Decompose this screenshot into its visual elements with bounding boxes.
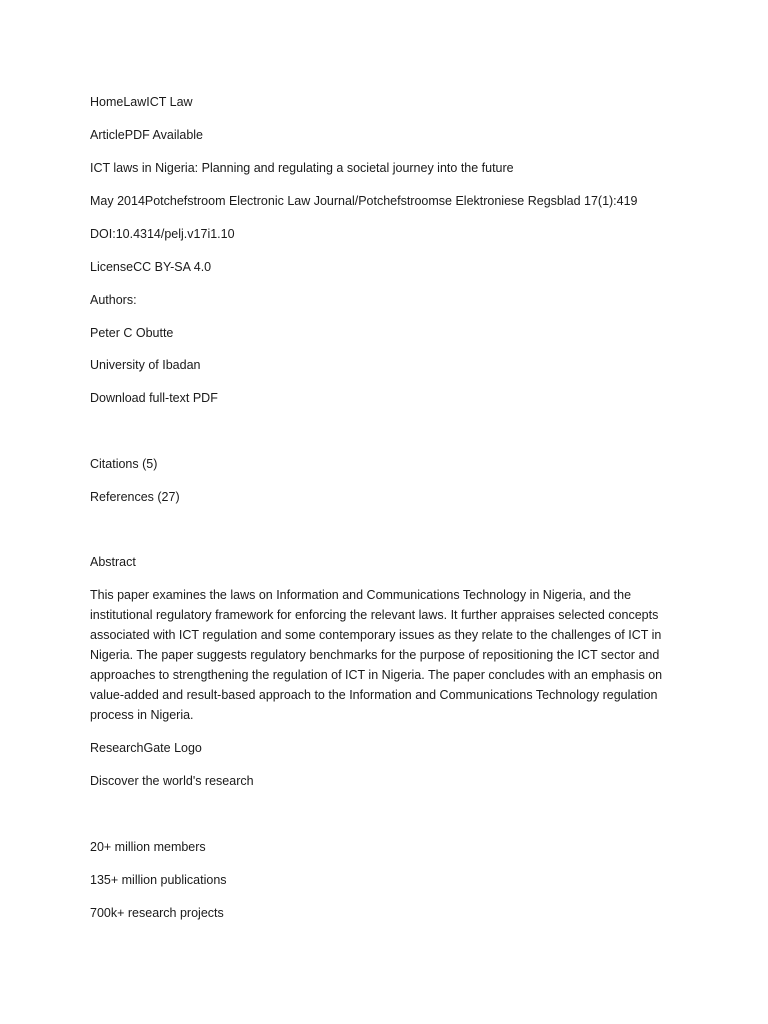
- citations-tab[interactable]: Citations (5): [90, 457, 158, 471]
- publication-info: May 2014Potchefstroom Electronic Law Journal/Potchefstroomse Elektroniese Regsblad 17(1):419: [90, 194, 638, 208]
- stat-projects: 700k+ research projects: [90, 906, 224, 920]
- abstract-heading: Abstract: [90, 555, 136, 569]
- doi[interactable]: DOI:10.4314/pelj.v17i1.10: [90, 227, 235, 241]
- references-tab[interactable]: References (27): [90, 490, 180, 504]
- abstract-text: This paper examines the laws on Information and Communications Technology in Nigeria, and the institutional regulatory framework for enforcing the relevant laws. It further appraises selected concepts associated with ICT regulation and some contemporary issues as they relate to the challenges of ICT in Nigeria. The paper suggests regulatory benchmarks for the purpose of repositioning the ICT sector and approaches to strengthening the regulation of ICT in Nigeria. The paper concludes with an emphasis on value-added and result-based approach to the Information and Communications Technology regulation process in Nigeria.: [90, 588, 663, 722]
- discover-research: Discover the world's research: [90, 774, 254, 788]
- stat-members: 20+ million members: [90, 840, 206, 854]
- article-title: ICT laws in Nigeria: Planning and regulating a societal journey into the future: [90, 161, 514, 175]
- researchgate-logo: ResearchGate Logo: [90, 741, 202, 755]
- stat-publications: 135+ million publications: [90, 873, 227, 887]
- authors-label: Authors:: [90, 293, 137, 307]
- article-type: ArticlePDF Available: [90, 128, 204, 142]
- breadcrumb[interactable]: HomeLawICT Law: [90, 95, 193, 109]
- author-affiliation: University of Ibadan: [90, 358, 201, 372]
- download-pdf-link[interactable]: Download full-text PDF: [90, 391, 218, 405]
- author-name[interactable]: Peter C Obutte: [90, 326, 174, 340]
- license[interactable]: LicenseCC BY-SA 4.0: [90, 260, 212, 274]
